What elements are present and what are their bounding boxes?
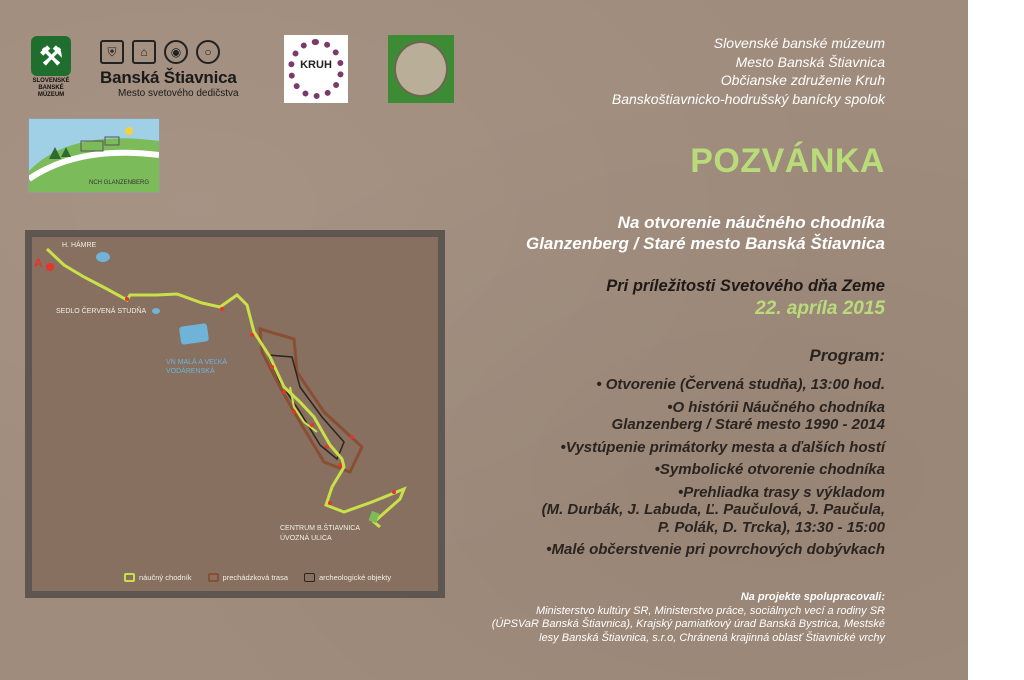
trail-swatch-icon xyxy=(124,573,135,582)
occasion-text: Pri príležitosti Svetového dňa Zeme xyxy=(606,277,885,295)
coat-of-arms-icon: ⛨ xyxy=(100,40,124,64)
subtitle-line: Na otvorenie náučného chodníka xyxy=(617,213,885,232)
kruh-logo xyxy=(284,35,348,103)
partners-footer xyxy=(365,591,885,645)
glanzenberg-logo xyxy=(28,118,160,193)
legend-label: prechádzková trasa xyxy=(222,573,288,582)
event-date: 22. apríla 2015 xyxy=(755,298,885,319)
program-heading: Program: xyxy=(809,346,885,365)
sbm-logo xyxy=(28,36,74,99)
pick-hammer-icon: ⚒ xyxy=(31,36,71,76)
program-line: •Vystúpenie primátorky mesta a ďalších hostí xyxy=(560,438,885,456)
glanzenberg-logo-text: NCH GLANZENBERG xyxy=(89,180,150,186)
bs-logo-subtitle: Mesto svetového dedičstva xyxy=(118,88,239,99)
seal-icon xyxy=(394,41,448,97)
legend-label: archeologické objekty xyxy=(319,573,392,582)
partners-line: (ÚPSVaR Banská Štiavnica), Krajský pamiatkový úrad Banská Bystrica, Mestské xyxy=(491,618,885,630)
partners-line: Ministerstvo kultúry SR, Ministerstvo práce, sociálnych vecí a rodiny SR xyxy=(535,604,885,617)
organizer-line: Slovenské banské múzeum xyxy=(713,35,885,51)
map-label-hamre: H. HÁMRE xyxy=(62,242,97,249)
world-heritage-icon: ◉ xyxy=(164,40,188,64)
ovpm-icon: ○ xyxy=(196,40,220,64)
organizers-list xyxy=(612,34,885,108)
organizer-line: Občianske združenie Kruh xyxy=(720,72,885,88)
subtitle-line: Glanzenberg / Staré mesto Banská Štiavnica xyxy=(525,234,885,253)
program-line: • Otvorenie (Červená studňa), 13:00 hod. xyxy=(596,376,885,393)
trail-map xyxy=(25,230,445,598)
kruh-logo-text: KRUH xyxy=(300,59,332,71)
start-point-a xyxy=(46,263,54,271)
legend-walk xyxy=(208,573,288,582)
event-subtitle xyxy=(526,212,885,254)
walk-route xyxy=(260,329,362,472)
map-label-centrum: CENTRUM B.ŠTIAVNICA xyxy=(280,525,360,532)
unesco-temple-icon: ⌂ xyxy=(132,40,156,64)
program-line: •O histórii Náučného chodníka xyxy=(667,398,885,416)
map-label-sedlo: SEDLO ČERVENÁ STUDŇA xyxy=(56,308,147,315)
legend-label: náučný chodník xyxy=(139,573,192,582)
map-label-centrum-2: ÚVOZNÁ ULICA xyxy=(280,535,332,542)
walk-swatch-icon xyxy=(208,573,219,582)
educational-trail xyxy=(47,249,404,527)
legend-trail xyxy=(124,573,192,582)
organizer-line: Mesto Banská Štiavnica xyxy=(735,53,885,70)
archeology-swatch-icon xyxy=(304,573,315,582)
program-line: •Malé občerstvenie pri povrchových dobývkach xyxy=(546,541,885,558)
spring-pond xyxy=(152,308,160,314)
mining-society-seal xyxy=(388,35,454,103)
trail-map-graphic xyxy=(32,237,438,591)
partners-line: lesy Banská Štiavnica, s.r.o, Chránená krajinná oblasť Štiavnické vrchy xyxy=(539,631,885,644)
legend-archeology xyxy=(304,573,391,582)
reservoir xyxy=(179,323,209,345)
hamre-pond xyxy=(96,252,110,262)
program-line: •Symbolické otvorenie chodníka xyxy=(654,461,885,478)
program-line: P. Polák, D. Trcka), 13:30 - 15:00 xyxy=(657,518,885,536)
bs-logo-name: Banská Štiavnica xyxy=(100,68,237,87)
map-label-reservoir: VN MALÁ A VEĽKÁ xyxy=(166,359,228,366)
sbm-logo-text: SLOVENSKÉ BANSKÉ MÚZEUM xyxy=(32,78,70,98)
partners-heading: Na projekte spolupracovali: xyxy=(740,591,885,603)
banska-stiavnica-logo xyxy=(100,38,260,99)
program-line: (M. Durbák, J. Labuda, Ľ. Paučulová, J. Paučula, xyxy=(541,501,885,518)
invitation-title: POZVÁNKA xyxy=(690,142,885,180)
organizer-line: Banskoštiavnicko-hodrušský banícky spolok xyxy=(611,90,885,107)
program-line: Glanzenberg / Staré mesto 1990 - 2014 xyxy=(611,416,885,433)
map-legend xyxy=(124,573,391,582)
program-line: •Prehliadka trasy s výkladom xyxy=(677,483,885,501)
map-label-reservoir-2: VODÁRENSKÁ xyxy=(166,368,215,375)
point-a-label: A xyxy=(34,256,43,270)
